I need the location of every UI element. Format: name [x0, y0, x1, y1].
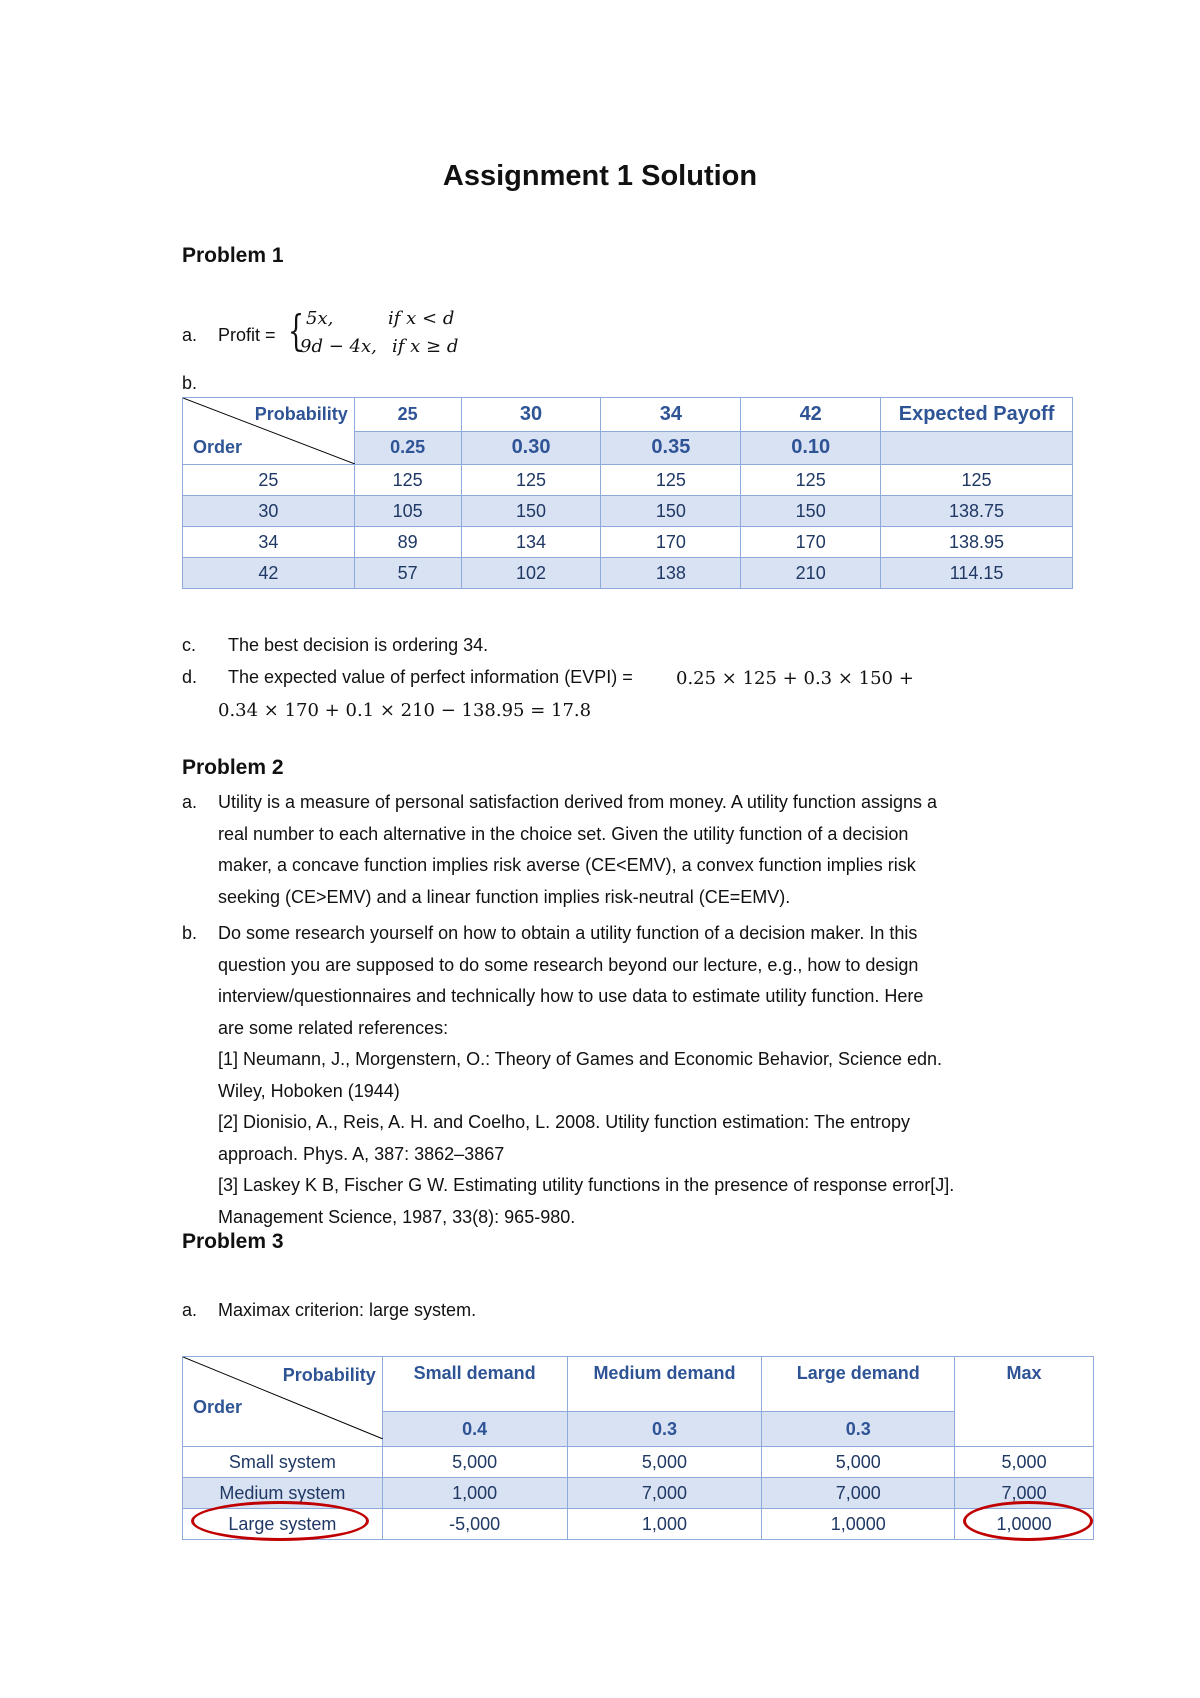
payoff-cell: 102: [461, 558, 601, 589]
p1-c-text: The best decision is ordering 34.: [228, 635, 489, 655]
max-cell: 5,000: [955, 1447, 1094, 1478]
payoff-cell: 105: [354, 496, 461, 527]
payoff-cell: 7,000: [567, 1478, 762, 1509]
table1-corner-top: Probability: [254, 404, 348, 424]
payoff-table: [182, 397, 1073, 589]
payoff-cell: 1,000: [382, 1478, 567, 1509]
payoff-cell: 7,000: [762, 1478, 955, 1509]
demand-header: 42: [741, 398, 881, 432]
order-cell: 30: [183, 496, 355, 527]
page-title: Assignment 1 Solution: [442, 160, 758, 192]
empty-cell: [881, 431, 1073, 465]
p1-b-label: b.: [182, 373, 198, 393]
text-line: seeking (CE>EMV) and a linear function implies risk-neutral (CE=EMV).: [218, 886, 791, 907]
highlight-ellipse-large-system: [191, 1501, 369, 1541]
p1-d-label: d.: [182, 667, 198, 687]
evpi-math-line1: 0.25 × 125 + 0.3 × 150 +: [676, 668, 914, 689]
p3-a-text: Maximax criterion: large system.: [218, 1300, 477, 1320]
brace-symbol: {: [288, 306, 305, 355]
demand-column-header: Small demand: [382, 1357, 567, 1412]
max-cell: 1,0000: [955, 1509, 1094, 1540]
probability-cell: 0.10: [741, 431, 881, 465]
max-header: Max: [955, 1357, 1094, 1447]
table2-corner-top: Probability: [282, 1365, 376, 1385]
reference-line: Management Science, 1987, 33(8): 965-980.: [218, 1206, 576, 1227]
expected-cell: 138.95: [881, 527, 1073, 558]
payoff-cell: 125: [741, 465, 881, 496]
order-cell: Medium system: [183, 1478, 383, 1509]
payoff-cell: -5,000: [382, 1509, 567, 1540]
p3-a-label: a.: [182, 1300, 198, 1320]
text-line: are some related references:: [218, 1017, 449, 1038]
text-line: maker, a concave function implies risk averse (CE<EMV), a convex function implies risk: [218, 855, 916, 875]
payoff-cell: 89: [354, 527, 461, 558]
p1-d-text: The expected value of perfect information (EVPI) =: [228, 667, 633, 687]
table-row: [183, 496, 1073, 527]
profit-label: Profit =: [218, 325, 276, 345]
table1-corner-bottom: Order: [193, 437, 243, 457]
table-row: [183, 527, 1073, 558]
max-cell: 7,000: [955, 1478, 1094, 1509]
probability-cell: 0.25: [354, 431, 461, 465]
text-line: Do some research yourself on how to obtain a utility function of a decision maker. In this: [218, 923, 918, 943]
payoff-cell: 125: [601, 465, 741, 496]
text-line: interview/questionnaires and technically how to use data to estimate utility function. Here: [218, 986, 924, 1006]
highlight-ellipse-max: [963, 1501, 1093, 1541]
demand-column-header: Medium demand: [567, 1357, 762, 1412]
payoff-cell: 170: [601, 527, 741, 558]
text-line: Utility is a measure of personal satisfaction derived from money. A utility function assigns a: [218, 792, 937, 812]
reference-line: Wiley, Hoboken (1944): [218, 1080, 400, 1101]
problem-1-heading: Problem 1: [182, 244, 284, 267]
probability-cell: 0.3: [762, 1412, 955, 1447]
table-row: [183, 465, 1073, 496]
expected-cell: 125: [881, 465, 1073, 496]
payoff-cell: 125: [354, 465, 461, 496]
case2-cond: if x ≥ d: [392, 336, 459, 357]
order-cell: 34: [183, 527, 355, 558]
case1-cond: if x < d: [388, 308, 455, 329]
order-cell: 25: [183, 465, 355, 496]
problem-3-heading: Problem 3: [182, 1230, 284, 1253]
expected-cell: 114.15: [881, 558, 1073, 589]
payoff-cell: 150: [601, 496, 741, 527]
table2-corner-bottom: Order: [193, 1397, 243, 1417]
payoff-cell: 1,0000: [762, 1509, 955, 1540]
text-line: question you are supposed to do some research beyond our lecture, e.g., how to design: [218, 954, 919, 975]
demand-column-header: Large demand: [762, 1357, 955, 1412]
expected-payoff-header: Expected Payoff: [881, 398, 1073, 432]
payoff-cell: 150: [741, 496, 881, 527]
order-cell: Large system: [183, 1509, 383, 1540]
reference-line: [1] Neumann, J., Morgenstern, O.: Theory of Games and Economic Behavior, Science edn.: [218, 1049, 943, 1069]
payoff-cell: 57: [354, 558, 461, 589]
probability-cell: 0.30: [461, 431, 601, 465]
payoff-cell: 210: [741, 558, 881, 589]
demand-header: 30: [461, 398, 601, 432]
table2-corner-cell: [183, 1357, 383, 1447]
table1-corner-cell: [183, 398, 355, 465]
p2-b-label: b.: [182, 923, 198, 943]
payoff-cell: 5,000: [382, 1447, 567, 1478]
payoff-cell: 134: [461, 527, 601, 558]
reference-line: [3] Laskey K B, Fischer G W. Estimating utility functions in the presence of response error[J].: [218, 1175, 955, 1195]
order-cell: Small system: [183, 1447, 383, 1478]
payoff-cell: 170: [741, 527, 881, 558]
probability-cell: 0.3: [567, 1412, 762, 1447]
table-row: [183, 1447, 1094, 1478]
case1-expr: 5x,: [306, 308, 334, 329]
payoff-cell: 125: [461, 465, 601, 496]
payoff-cell: 1,000: [567, 1509, 762, 1540]
reference-line: [2] Dionisio, A., Reis, A. H. and Coelho, L. 2008. Utility function estimation: The entropy: [218, 1112, 911, 1132]
text-line: real number to each alternative in the choice set. Given the utility function of a decision: [218, 823, 909, 844]
p1-c-label: c.: [182, 635, 197, 655]
payoff-cell: 138: [601, 558, 741, 589]
payoff-cell: 5,000: [762, 1447, 955, 1478]
payoff-cell: 5,000: [567, 1447, 762, 1478]
case2-expr: 9d − 4x,: [300, 336, 377, 357]
p2-a-paragraph: [218, 787, 1118, 913]
payoff-cell: 150: [461, 496, 601, 527]
p2-b-paragraph: [218, 918, 1138, 1233]
reference-line: approach. Phys. A, 387: 3862–3867: [218, 1143, 505, 1164]
demand-header: 34: [601, 398, 741, 432]
expected-cell: 138.75: [881, 496, 1073, 527]
probability-cell: 0.4: [382, 1412, 567, 1447]
demand-header: 25: [354, 398, 461, 432]
p1-a-label: a.: [182, 325, 198, 345]
order-cell: 42: [183, 558, 355, 589]
probability-cell: 0.35: [601, 431, 741, 465]
p2-a-label: a.: [182, 792, 198, 812]
evpi-math-line2: 0.34 × 170 + 0.1 × 210 − 138.95 = 17.8: [218, 700, 592, 721]
problem-2-heading: Problem 2: [182, 756, 284, 779]
table-row: [183, 558, 1073, 589]
